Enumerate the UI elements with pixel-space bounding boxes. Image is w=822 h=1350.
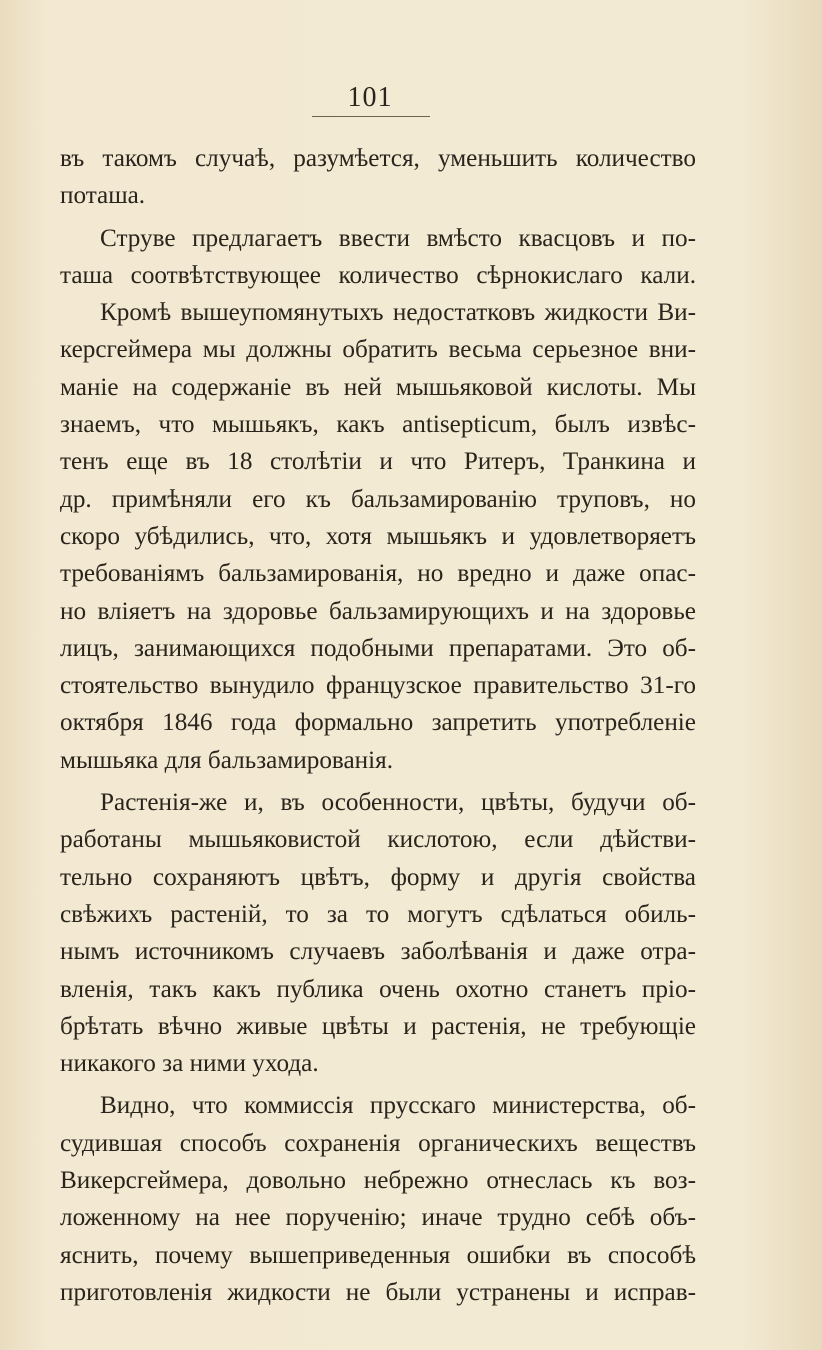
text-line: лицъ, занимающихся подобными препаратами. Это об- <box>60 634 696 662</box>
text-line: Кромѣ вышеупомянутыхъ недостатковъ жидкости Ви- <box>100 299 696 327</box>
text-line: скоро убѣдились, что, хотя мышьякъ и удовлетворяетъ <box>60 522 696 550</box>
text-line: приготовленія жидкости не были устранены и исправ- <box>60 1278 696 1306</box>
text-line: др. примѣняли его къ бальзамированію труповъ, но <box>60 485 696 513</box>
paragraph <box>60 784 696 1082</box>
text-line: никакого за ними ухода. <box>60 1050 319 1078</box>
text-line: мышьяка для бальзамированія. <box>60 746 394 774</box>
text-line: судившая способъ сохраненія органическихъ веществъ <box>60 1129 696 1157</box>
text-line: яснить, почему вышеприведенныя ошибки въ способѣ <box>60 1241 696 1269</box>
text-line: Растенія-же и, въ особенности, цвѣты, будучи об- <box>100 789 696 817</box>
paragraph <box>60 1087 696 1311</box>
text-line: въ такомъ случаѣ, разумѣется, уменьшить количество <box>60 145 696 172</box>
paragraph <box>60 140 696 215</box>
text-line: тельно сохраняютъ цвѣтъ, форму и другія свойства <box>60 863 696 891</box>
text-line: нымъ источникомъ случаевъ заболѣванія и даже отра- <box>60 938 696 966</box>
text-line: стоятельство вынудило французское правительство 31-го <box>60 672 696 700</box>
paragraph <box>60 220 696 295</box>
text-line: свѣжихъ растеній, то за то могутъ сдѣлаться обиль- <box>60 900 696 928</box>
paragraph <box>60 294 696 779</box>
header-rule <box>312 116 430 117</box>
text-line: керсгеймера мы должны обратить весьма серьезное вни- <box>60 336 696 364</box>
text-line: Видно, что коммиссія прусскаго министерства, об- <box>100 1092 696 1120</box>
text-line: ложенному на нее порученію; иначе трудно себѣ объ- <box>60 1204 696 1232</box>
text-line: октября 1846 года формально запретить употребленіе <box>60 709 696 737</box>
text-line: вленія, такъ какъ публика очень охотно станетъ пріо- <box>60 975 696 1003</box>
text-line: требованіямъ бальзамированія, но вредно и даже опас- <box>60 560 696 588</box>
text-line: Викерсгеймера, довольно небрежно отнеслась къ воз- <box>60 1167 696 1195</box>
text-line: маніе на содержаніе въ ней мышьяковой кислоты. Мы <box>60 373 696 401</box>
page-number: 101 <box>347 82 393 113</box>
text-line: работаны мышьяковистой кислотою, если дѣйстви- <box>60 826 696 854</box>
text-line: тенъ еще въ 18 столѣтіи и что Ритеръ, Транкина и <box>60 448 696 476</box>
text-line: таша соотвѣтствующее количество сѣрнокислаго кали. <box>60 261 696 289</box>
body-text <box>60 140 696 1311</box>
text-line: поташа. <box>60 182 146 210</box>
text-line: Струве предлагаетъ ввести вмѣсто квасцовъ и по- <box>100 224 696 252</box>
text-line: знаемъ, что мышьякъ, какъ antisepticum, былъ извѣс- <box>60 411 696 439</box>
text-line: но вліяетъ на здоровье бальзамирующихъ и на здоровье <box>60 597 696 625</box>
text-line: брѣтать вѣчно живые цвѣты и растенія, не требующіе <box>60 1012 696 1040</box>
